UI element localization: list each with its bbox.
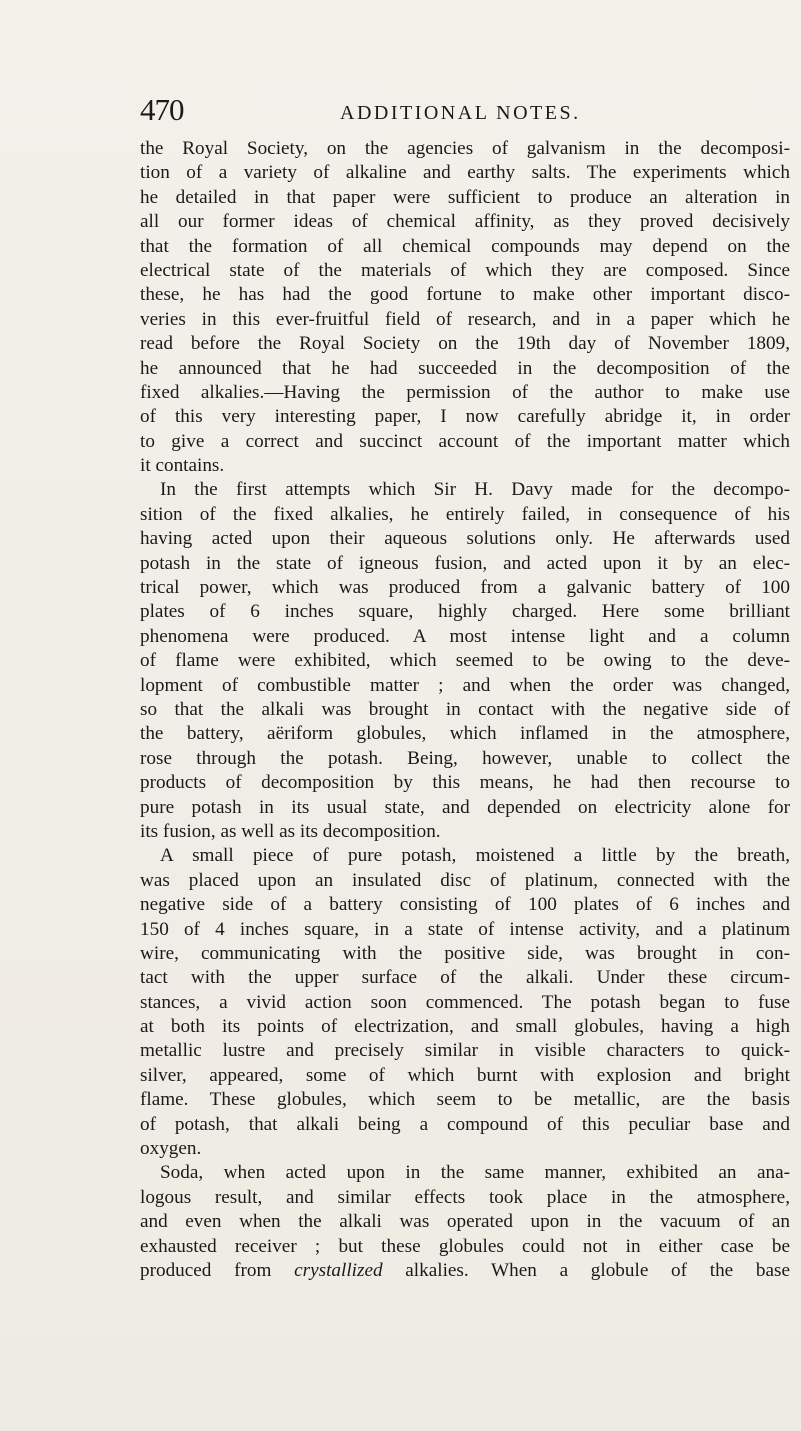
- text-line: sition of the fixed alkalies, he entirely failed, in consequence of his: [140, 503, 790, 525]
- text-line: its fusion, as well as its decomposition.: [140, 820, 441, 842]
- text-line: that the formation of all chemical compounds may depend on the: [140, 235, 790, 257]
- text-line: read before the Royal Society on the 19th day of November 1809,: [140, 333, 790, 355]
- text-line: silver, appeared, some of which burnt with explosion and bright: [140, 1064, 790, 1086]
- text-line: electrical state of the materials of which they are composed. Since: [140, 259, 790, 281]
- text-line: potash in the state of igneous fusion, and acted upon it by an elec-: [140, 552, 790, 574]
- text-line: tion of a variety of alkaline and earthy salts. The experiments which: [140, 162, 790, 184]
- text-line: products of decomposition by this means, he had then recourse to: [140, 772, 790, 794]
- text-line: flame. These globules, which seem to be metallic, are the basis: [140, 1089, 790, 1111]
- text-segment: alkalies. When a globule of the base: [382, 1259, 790, 1281]
- text-line: trical power, which was produced from a galvanic battery of 100: [140, 577, 790, 599]
- text-line: metallic lustre and precisely similar in visible characters to quick-: [140, 1040, 790, 1062]
- text-line: and even when the alkali was operated upon in the vacuum of an: [140, 1211, 790, 1233]
- text-line: logous result, and similar effects took place in the atmosphere,: [140, 1186, 790, 1208]
- text-line: he detailed in that paper were sufficient to produce an alteration in: [140, 186, 790, 208]
- text-line: A small piece of pure potash, moistened a little by the breath,: [160, 845, 790, 867]
- text-line: In the first attempts which Sir H. Davy made for the decompo-: [160, 479, 790, 501]
- text-line: he announced that he had succeeded in the decomposition of the: [140, 357, 790, 379]
- text-line: so that the alkali was brought in contact with the negative side of: [140, 698, 790, 720]
- text-line: exhausted receiver ; but these globules could not in either case be: [140, 1235, 790, 1257]
- text-line: at both its points of electrization, and small globules, having a high: [140, 1016, 790, 1038]
- text-line: the battery, aëriform globules, which inflamed in the atmosphere,: [140, 723, 790, 745]
- text-line: pure potash in its usual state, and depended on electricity alone for: [140, 796, 790, 818]
- text-line: oxygen.: [140, 1138, 202, 1160]
- text-line: phenomena were produced. A most intense light and a column: [140, 625, 790, 647]
- text-line: veries in this ever-fruitful field of research, and in a paper which he: [140, 308, 790, 330]
- text-line: these, he has had the good fortune to make other important disco-: [140, 284, 790, 306]
- text-line: rose through the potash. Being, however, unable to collect the: [140, 747, 790, 769]
- text-line: of potash, that alkali being a compound of this peculiar base and: [140, 1113, 790, 1135]
- text-line: of this very interesting paper, I now carefully abridge it, in order: [140, 406, 790, 428]
- running-head: [140, 92, 790, 136]
- body-text: [140, 137, 790, 1283]
- text-line: all our former ideas of chemical affinity, as they proved decisively: [140, 211, 790, 233]
- text-line: Soda, when acted upon in the same manner, exhibited an ana-: [160, 1162, 790, 1184]
- text-line: plates of 6 inches square, highly charged. Here some brilliant: [140, 601, 790, 623]
- text-line: of flame were exhibited, which seemed to be owing to the deve-: [140, 650, 790, 672]
- text-line: was placed upon an insulated disc of platinum, connected with the: [140, 869, 790, 891]
- text-line: having acted upon their aqueous solutions only. He afterwards used: [140, 528, 790, 550]
- text-line: lopment of combustible matter ; and when the order was changed,: [140, 674, 790, 696]
- text-line: fixed alkalies.—Having the permission of the author to make use: [140, 381, 790, 403]
- text-line: the Royal Society, on the agencies of galvanism in the decomposi-: [140, 138, 790, 159]
- text-line: 150 of 4 inches square, in a state of intense activity, and a platinum: [140, 918, 790, 940]
- text-line: tact with the upper surface of the alkali. Under these circum-: [140, 967, 790, 989]
- text-line: to give a correct and succinct account of the important matter which: [140, 430, 790, 452]
- text-segment: produced from: [140, 1259, 295, 1281]
- running-head-title: ADDITIONAL NOTES.: [340, 102, 581, 124]
- text-line: negative side of a battery consisting of 100 plates of 6 inches and: [140, 894, 790, 916]
- text-line-final: [140, 1259, 790, 1283]
- italic-word: crystallized: [294, 1259, 383, 1281]
- text-line: stances, a vivid action soon commenced. The potash began to fuse: [140, 991, 790, 1013]
- page-number: 470: [140, 92, 184, 127]
- text-line: it contains.: [140, 455, 225, 477]
- text-line: wire, communicating with the positive side, was brought in con-: [140, 942, 790, 964]
